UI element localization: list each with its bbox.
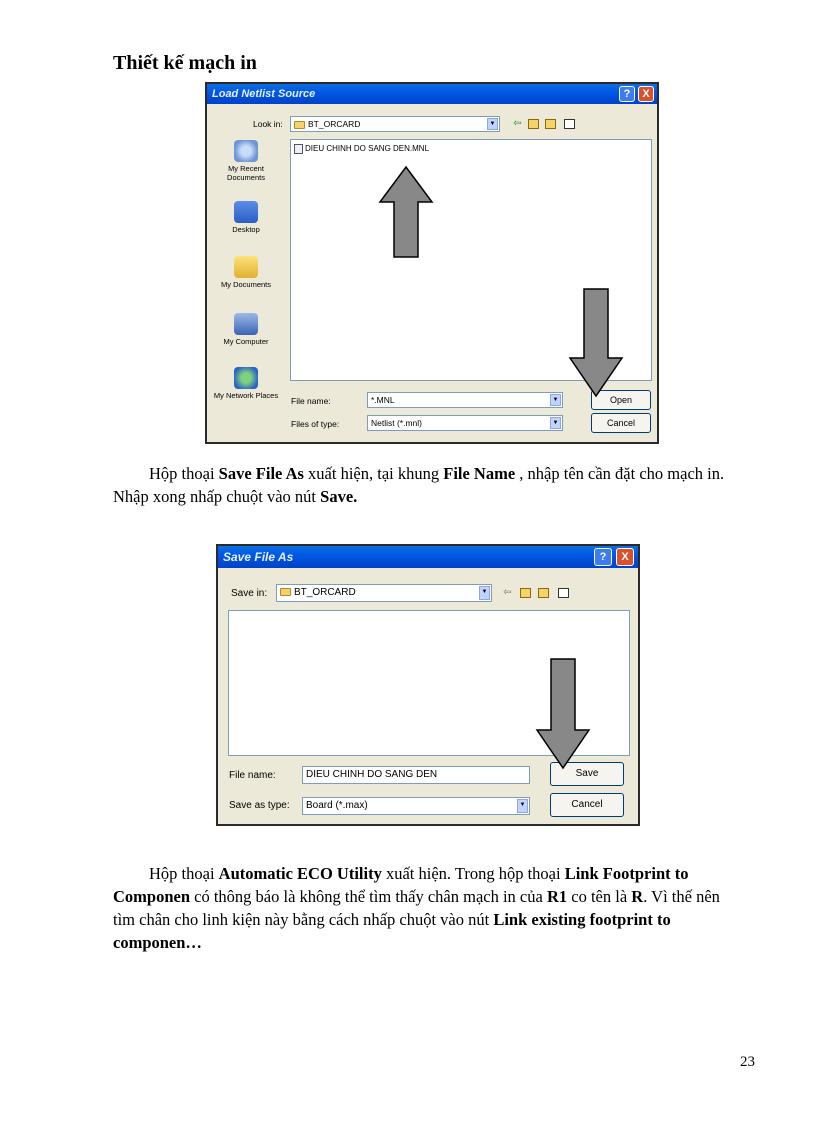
new-folder-icon[interactable] [545, 119, 556, 129]
save-in-select[interactable] [276, 584, 492, 602]
help-button[interactable]: ? [594, 548, 612, 566]
place-my-recent-documents[interactable] [211, 140, 281, 182]
place-label: Desktop [232, 225, 260, 234]
place-label: My Network Places [213, 391, 279, 400]
file-name-value: *.MNL [371, 395, 395, 405]
down-arrow-annotation [568, 288, 624, 398]
place-my-documents[interactable] [211, 256, 281, 289]
chevron-down-icon[interactable]: ▼ [487, 118, 498, 130]
bold-text: Link existing footprint to componen… [113, 910, 671, 952]
file-icon [294, 144, 303, 154]
bold-text: R [631, 887, 644, 906]
file-type-value: Netlist (*.mnl) [371, 418, 423, 428]
paragraph-save-file-as [113, 462, 743, 508]
text: có thông báo là không thể tìm thấy chân mạch in của [190, 887, 547, 906]
look-in-select[interactable] [290, 116, 500, 132]
cancel-button[interactable]: Cancel [550, 793, 624, 817]
close-button[interactable]: X [616, 548, 634, 566]
text: xuất hiện. Trong hộp thoại [381, 864, 565, 883]
down-arrow-annotation [535, 658, 591, 770]
dialog-title: Load Netlist Source [212, 88, 316, 100]
page-number: 23 [740, 1054, 755, 1070]
look-in-value: BT_ORCARD [308, 119, 361, 129]
file-name-label: File name: [291, 396, 331, 406]
place-desktop[interactable] [211, 201, 281, 234]
file-item-label: DIEU CHINH DO SANG DEN.MNL [305, 144, 430, 154]
save-type-select[interactable] [302, 797, 530, 815]
file-name-input[interactable] [302, 766, 530, 784]
open-button[interactable]: Open [591, 390, 651, 410]
page-heading: Thiết kế mạch in [113, 52, 257, 74]
new-folder-icon[interactable] [538, 588, 549, 598]
bold-text: File Name [443, 464, 516, 483]
place-my-network-places[interactable] [211, 367, 281, 400]
help-button[interactable]: ? [619, 86, 635, 102]
dialog-titlebar[interactable] [218, 546, 638, 568]
chevron-down-icon[interactable]: ▼ [550, 417, 561, 429]
save-type-label: Save as type: [229, 800, 290, 811]
place-label: My Documents [220, 280, 271, 289]
bold-text: R1 [546, 887, 568, 906]
save-button[interactable]: Save [550, 762, 624, 786]
bold-text: Save. [320, 487, 358, 506]
text: co tên là [567, 887, 632, 906]
view-menu-icon[interactable] [558, 588, 569, 598]
file-item[interactable] [294, 144, 429, 154]
bold-text: Save File As [218, 464, 304, 483]
chevron-down-icon[interactable]: ▼ [479, 586, 490, 600]
back-icon[interactable]: ⇦ [513, 118, 522, 129]
place-my-computer[interactable] [211, 313, 281, 346]
text: . Vì thế nên tìm chân cho linh kiện này bằng cách nhấp chuột vào nút [113, 887, 720, 929]
desktop-icon [234, 201, 258, 223]
look-in-label: Look in: [253, 119, 283, 129]
text: Hộp thoại [149, 464, 219, 483]
place-label: My Recent Documents [227, 164, 265, 182]
bold-text: Automatic ECO Utility [218, 864, 382, 883]
text: xuất hiện, tại khung [303, 464, 444, 483]
up-folder-icon[interactable] [520, 588, 531, 598]
close-button[interactable]: X [638, 86, 654, 102]
chevron-down-icon[interactable]: ▼ [517, 799, 528, 813]
dialog-titlebar[interactable] [207, 84, 657, 104]
paragraph-automatic-eco [113, 862, 743, 954]
file-type-label: Files of type: [291, 419, 340, 429]
folder-icon [294, 121, 305, 129]
recent-documents-icon [234, 140, 258, 162]
up-folder-icon[interactable] [528, 119, 539, 129]
save-type-value: Board (*.max) [306, 800, 368, 811]
dialog-title: Save File As [223, 550, 294, 564]
file-name-input[interactable] [367, 392, 563, 408]
chevron-down-icon[interactable]: ▼ [550, 394, 561, 406]
file-type-select[interactable] [367, 415, 563, 431]
bold-text: Link Footprint to Componen [113, 864, 689, 906]
text: , nhập tên cần đặt cho mạch in. Nhập xong nhấp chuột vào nút [113, 464, 725, 506]
back-icon[interactable]: ⇦ [503, 587, 512, 598]
save-in-label: Save in: [231, 588, 268, 599]
network-places-icon [234, 367, 258, 389]
folder-icon [280, 588, 291, 596]
text: Hộp thoại [149, 864, 219, 883]
save-in-value: BT_ORCARD [294, 587, 356, 598]
my-documents-icon [234, 256, 258, 278]
view-menu-icon[interactable] [564, 119, 575, 129]
file-name-label: File name: [229, 770, 276, 781]
file-name-value: DIEU CHINH DO SANG DEN [306, 769, 438, 780]
up-arrow-annotation [378, 166, 434, 258]
place-label: My Computer [223, 337, 269, 346]
cancel-button[interactable]: Cancel [591, 413, 651, 433]
my-computer-icon [234, 313, 258, 335]
